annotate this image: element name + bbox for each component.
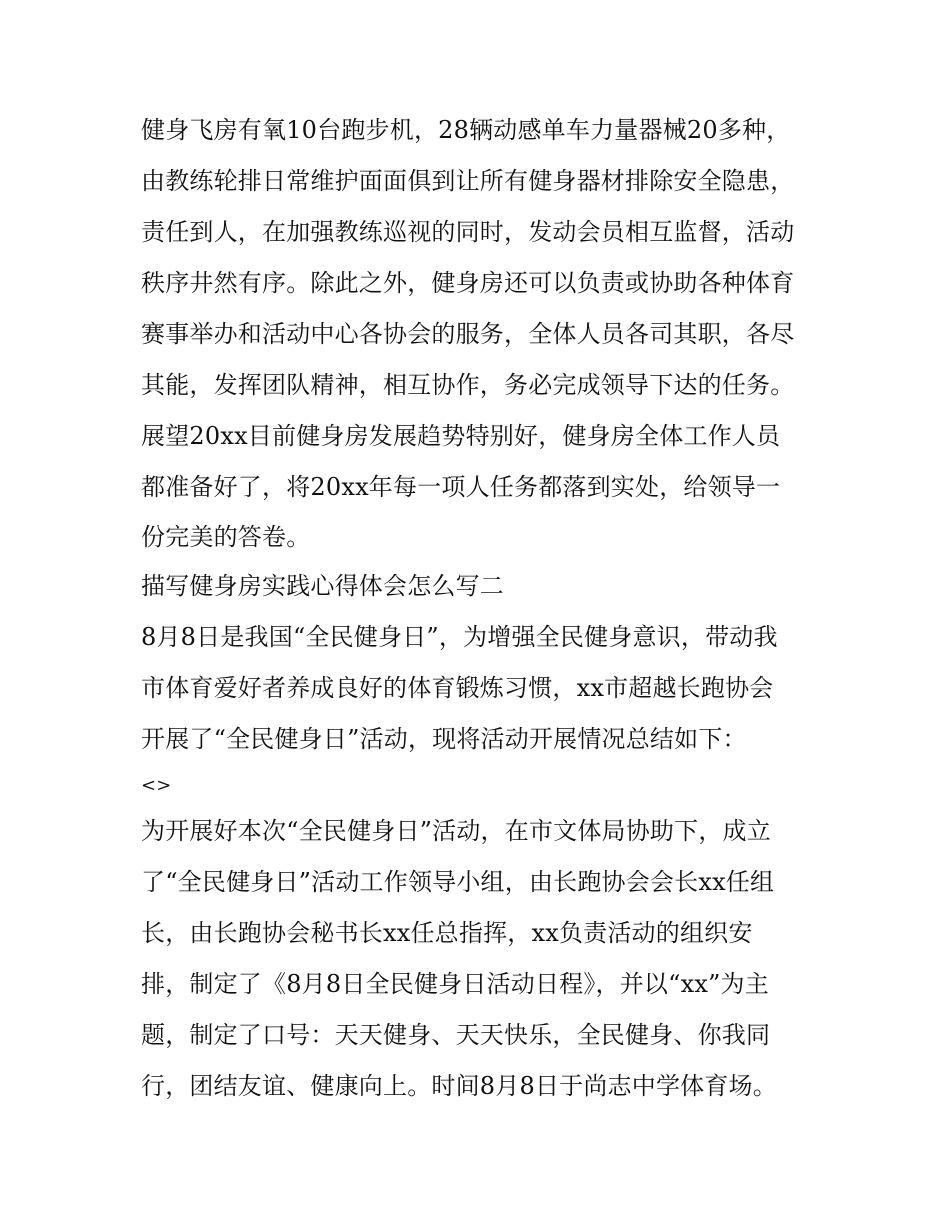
text-line: 8月8日是我国“全民健身日”，为增强全民健身意识，带动我: [141, 623, 778, 651]
text-line: 秩序井然有序。除此之外，健身房还可以负责或协助各种体育: [141, 269, 795, 297]
text-line: 展望20xx目前健身房发展趋势特别好，健身房全体工作人员: [141, 422, 781, 450]
text-line: 了“全民健身日”活动工作领导小组，由长跑协会会长xx任组: [141, 868, 775, 896]
text-line: 行，团结友谊、健康向上。时间8月8日于尚志中学体育场。: [141, 1072, 777, 1100]
placeholder-marker: <>: [141, 775, 172, 796]
text-line: 赛事举办和活动中心各协会的服务，全体人员各司其职，各尽: [141, 320, 795, 348]
text-line: 其能，发挥团队精神，相互协作，务必完成领导下达的任务。: [141, 371, 795, 399]
text-line: 由教练轮排日常维护面面俱到让所有健身器材排除安全隐患，: [141, 167, 795, 195]
text-line: 题，制定了口号：天天健身、天天快乐，全民健身、你我同: [141, 1021, 771, 1049]
section-heading: 描写健身房实践心得体会怎么写二: [141, 572, 504, 600]
text-line: 长，由长跑协会秘书长xx任总指挥，xx负责活动的组织安: [141, 919, 753, 947]
text-line: 都准备好了，将20xx年每一项人任务都落到实处，给领导一: [141, 473, 781, 501]
text-line: 市体育爱好者养成良好的体育锻炼习惯，xx市超越长跑协会: [141, 674, 774, 702]
text-line: 为开展好本次“全民健身日”活动，在市文体局协助下，成立: [141, 817, 771, 845]
text-line: 份完美的答卷。: [141, 523, 311, 551]
text-line: 健身飞房有氧10台跑步机，28辆动感单车力量器械20多种，: [141, 116, 791, 144]
text-line: 开展了“全民健身日”活动，现将活动开展情况总结如下：: [141, 725, 747, 753]
text-line: 责任到人，在加强教练巡视的同时，发动会员相互监督，活动: [141, 218, 795, 246]
text-line: 排，制定了《8月8日全民健身日活动日程》，并以“xx”为主: [141, 970, 769, 998]
